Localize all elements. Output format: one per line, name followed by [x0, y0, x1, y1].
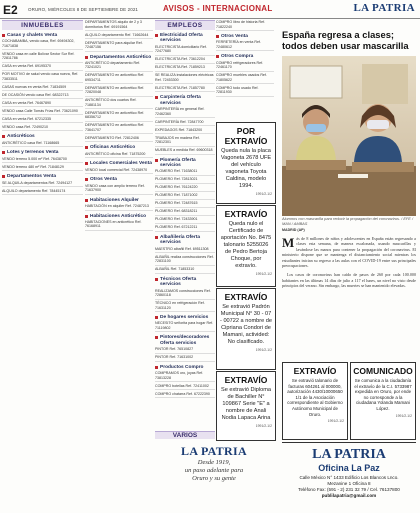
footer-logo: LA PATRIA: [312, 447, 386, 462]
classified-ad: PLOMERO Ref. 76124220: [155, 185, 215, 192]
classified-groups: [85, 20, 153, 231]
lead-photo: [282, 56, 416, 216]
classified-subheading: Locales Comerciales Venta: [85, 161, 153, 166]
section-title: AVISOS - INTERNACIONAL: [163, 4, 273, 13]
extravio-box: [216, 371, 276, 441]
classified-ad: PLOMERO Ref. 72433901: [155, 217, 215, 224]
comunicado-text: Se comunica a la ciudadanía el extravío de la C.I. 5733987 expedida en Oruro, por ende no corresponde a la ciudadana Yolanda Mamani López.: [354, 378, 412, 411]
classified-ad: COMPRO libro de historia Ref. 71822240: [216, 20, 274, 31]
office-address: Calle México N° 1433 Edificio Los Blancos Lnco.: [299, 475, 399, 480]
classified-ad: ELECTRICISTA Ref. 73612204: [155, 57, 215, 64]
office-phone: Teléfono Fax: (591 - 2) 231 32 79 / Cel. 76137800: [298, 487, 400, 492]
comunicado-box: [350, 362, 416, 440]
classified-ad: POR MOTIVO de salud vendo casa nueva, Ref. 73833511: [2, 72, 83, 83]
classified-ad: MUEBLES a medida Ref. 69600318: [155, 148, 215, 155]
classified-groups: [216, 20, 274, 97]
classified-ad: DEPARTAMENTO en anticrético Ref. 68356712: [85, 111, 153, 122]
extravio-title: EXTRAVÍO: [224, 209, 268, 219]
extravio-box: [216, 122, 276, 204]
classified-ad: DE OCASIÓN vendo casa Ref. 68322713: [2, 93, 83, 100]
classified-ad: HABITACIÓN en alquiler Ref. 72487213: [85, 204, 153, 211]
classified-subheading: Otros Venta: [85, 177, 153, 182]
classifieds-column-4: [216, 20, 274, 120]
classified-ad: CASA en venta Ref. 76467890: [2, 101, 83, 108]
classified-ad: CARPINTERÍA en general Ref. 72462360: [155, 107, 215, 118]
classified-ad: CARPINTERÍA Ref. 72847700: [155, 120, 215, 127]
classified-subheading: Anticréticos: [2, 134, 83, 139]
classified-ad: HABITACIONES en anticrético Ref. 76168911: [85, 220, 153, 231]
promo-logo: LA PATRIA: [181, 444, 247, 458]
classified-ad: TRABAJOS en madera Ref. 72812301: [155, 136, 215, 147]
varios-banner: VARIOS: [155, 431, 215, 439]
classified-ad: ALQUILO departamento Ref. 78445174: [2, 189, 83, 196]
ad-code: 1991/2-1/2: [255, 272, 272, 276]
story-text: ás de 8 millones de niños y adolescentes en España están regresando a clases esta semana, de manera escalonada, usando mascarillas y lavándose las manos para contener la propagación del coronavirus. El ministerio dispone que se mantenga el distanciamiento social mientras los estudiantes inician su regreso a las aulas con el COVID-19 entre sus principales preocupaciones.: [282, 236, 416, 269]
office-footer: [282, 442, 416, 509]
classified-ad: PLOMERO Ref. 72813021: [155, 177, 215, 184]
classified-subheading: Albañilería Oferta servicios: [155, 235, 215, 246]
classifieds-column-2: [85, 20, 153, 510]
office-name: Oficina La Paz: [318, 463, 380, 473]
extravio-title: EXTRAVÍO: [293, 366, 337, 376]
classified-subheading: Pintores/decoradores Oferta servicios: [155, 335, 215, 346]
classified-ad: COMPRAMOS oro, joyas Ref. 73813228: [155, 371, 215, 382]
ad-code: 1991/2-1/2: [255, 424, 272, 428]
classified-ad: SE ALQUILA departamentos Ref. 72494127: [2, 181, 83, 188]
newspaper-logo: LA PATRIA: [353, 2, 415, 14]
classified-subheading: Departamentos Anticrético: [85, 55, 153, 60]
extravio-box: [216, 288, 276, 370]
section-banner: INMUEBLES: [2, 20, 83, 30]
classified-ad: EXPEDAGOS Ref. 71843200: [155, 128, 215, 135]
photo-caption: Alumnos con mascarilla para reducir la propagación del coronavirus. / EFE / MAN / AMBAS: [282, 216, 414, 226]
extravio-text: Queda nula la placa Vagoneta 2678 UFE del vehículo vagoneta Toyota Caldina, modelo 1994.: [220, 148, 272, 189]
page-header: [0, 0, 420, 19]
classified-ad: PLOMERO Ref. 72487615: [155, 201, 215, 208]
extravio-title: POR EXTRAVÍO: [224, 126, 268, 146]
classified-ad: PLOMERO Ref. 68318211: [155, 209, 215, 216]
classified-ad: ELECTRICISTA Ref. 71859213: [155, 65, 215, 72]
classified-ad: ALQUILO departamento Ref. 71662644: [85, 33, 153, 40]
classified-ad: ANTICRÉTICO oficina Ref. 71875200: [85, 152, 153, 159]
lead-story-body: [282, 236, 416, 293]
classified-ad: ELECTRICISTA domiciliario Ref. 72477680: [155, 45, 215, 56]
classified-ad: ALBAÑIL Ref. 71853310: [155, 267, 215, 274]
classified-ad: COMPRO muebles usados Ref. 71805622: [216, 73, 274, 84]
extravio-text: Se extravió Padrón Municipal N° 30 - 07 - 00722 a nombre de Cipriana Condori de Mamani, activided: No clasificado.: [220, 304, 272, 345]
classroom-photo-illustration: [282, 56, 416, 216]
classified-ad: VENDO terreno 5.000 m² Ref. 76438700: [2, 157, 83, 164]
classified-ad: CASA en venta Ref. 67212335: [2, 117, 83, 124]
classified-ad: VENDO casa Ref. 72490210: [2, 125, 83, 132]
classified-ad: PINTOR Ref. 76510827: [155, 347, 215, 354]
classified-ad: DEPARTAMENTO en anticrético Ref. 69534711: [85, 73, 153, 84]
classified-subheading: Habitaciones Anticrético: [85, 214, 153, 219]
classified-ad: VENDO casa en calle Bolívar Sector Sur Ref. 72811786: [2, 52, 83, 63]
classified-subheading: Carpintería Oferta servicios: [155, 95, 215, 106]
classified-subheading: Electricidad Oferta servicios: [155, 33, 215, 44]
extravio-box: [216, 205, 276, 287]
ad-code: 1991/2-1/2: [255, 192, 272, 196]
classified-ad: TÉCNICO en refrigeración Ref. 71631120: [155, 301, 215, 312]
office-email[interactable]: publilapatria@gmail.com: [321, 493, 377, 498]
classified-ad: DEPARTAMENTO para alquilar Ref. 72487156: [85, 41, 153, 52]
story-paragraph: Más de 8 millones de niños y adolescentes en España están regresando a clases esta semana, de manera escalonada, usando mascarillas y lavándose las manos para contener la propagación del coronavirus. El ministerio dispone que se mantenga el distanciamiento social mientras los estudiantes inician su regreso a las aulas con el COVID-19 entre sus principales preocupaciones.: [282, 235, 416, 269]
classified-ad: VENDO local comercial Ref. 72438970: [85, 168, 153, 175]
promo-tagline: Oruro y su gente: [192, 475, 236, 482]
classified-subheading: Departamentos Venta: [2, 174, 83, 179]
classified-ad: PINTOR Ref. 71631002: [155, 355, 215, 362]
classified-subheading: Otros Compra: [216, 54, 274, 59]
extravio-text: Se extravió Diploma de Bachiller N° 109867 Serie "E" a nombre de Anali Nodia Lapaca Arina: [220, 387, 272, 421]
lead-headline: España regresa a clases; todos deben usar mascarilla: [282, 29, 409, 51]
classified-subheading: Productos Compro: [155, 365, 215, 370]
classified-ad: VENDO casa con amplio terreno Ref. 71637900: [85, 184, 153, 195]
classified-ad: NECESITO señorita para hogar Ref. 71119802: [155, 321, 215, 332]
ad-code: 1991/2-1/2: [327, 419, 344, 424]
classified-ad: DEPARTAMENTO en anticrético Ref. 73641707: [85, 123, 153, 134]
classified-ad: ANTICRÉTICO dos cuartos Ref. 71881134: [85, 98, 153, 109]
story-paragraph: Los casos de coronavirus han caído de pasos de 260 por cada 100.000 habitantes en las últimas 14 días de julio a 117 el lunes, un nivel no visto desde principios del verano. Sin embargo, las muertes se han mantenido elevadas.: [282, 272, 416, 289]
classified-subheading: Otros Venta: [216, 34, 274, 39]
classified-ad: COMPRO botellas Ref. 72411002: [155, 384, 215, 391]
page-number: E2: [3, 3, 18, 17]
classified-ad: ANTICRÉTICO departamento Ref. 73241021: [85, 61, 153, 72]
classified-ad: MAESTRO albañil Ref. 69511308: [155, 247, 215, 254]
classified-ad: COMPRO refrigeradores Ref. 72461170: [216, 61, 274, 72]
extravio-box: [282, 362, 348, 440]
page-date: ORURO, MIÉRCOLES 8 DE SEPTIEMBRE DE 2021: [28, 7, 139, 12]
classifieds-column-1: [2, 20, 83, 510]
classified-ad: PLOMERO Ref. 71638011: [155, 169, 215, 176]
classified-ad: SE REALIZA instalaciones eléctricas Ref. 72453300: [155, 73, 215, 84]
classified-ad: FERRETERÍA en venta Ref. 72480612: [216, 40, 274, 51]
newspaper-promo: [155, 444, 273, 504]
classified-subheading: Técnicos Oferta servicios: [155, 277, 215, 288]
classified-subheading: Casas y chalets Venta: [2, 33, 83, 38]
classified-ad: CASAS nuevas en venta Ref. 71834509: [2, 85, 83, 92]
extravio-title: EXTRAVÍO: [224, 292, 268, 302]
classified-ad: VENDO casa Calle Tomás Frías Ref. 73621090: [2, 109, 83, 116]
classified-ad: CASA en venta Ref. 69195370: [2, 64, 83, 71]
classified-ad: ANTICRÉTICO casa Ref. 71168665: [2, 141, 83, 148]
classified-ad: COMPRO todo usado Ref. 72811930: [216, 86, 274, 97]
classified-subheading: Oficinas Anticrético: [85, 145, 153, 150]
classified-ad: PLOMERO Ref. 71871002: [155, 193, 215, 200]
classified-ad: VENDO terreno 480 m² Ref. 71848129: [2, 165, 83, 172]
classified-subheading: De hogares servicios: [155, 315, 215, 320]
classified-subheading: Habitaciones Alquiler: [85, 198, 153, 203]
extravio-title: EXTRAVÍO: [224, 375, 268, 385]
classified-ad: DEPARTAMENTO Ref. 72812406: [85, 136, 153, 143]
comunicado-title: COMUNICADO: [353, 366, 413, 376]
promo-tagline: Desde 1919,: [197, 459, 231, 466]
extravio-text: Queda nulo el Certificado de aportación No. 8475 talonario 5255026 de Pedro Bertoja Choque, por extravío.: [220, 221, 272, 269]
classified-groups: [2, 33, 83, 195]
classified-ad: DEPARTAMENTO en anticrético Ref. 72820048: [85, 86, 153, 97]
ad-code: 1991/2-1/2: [255, 348, 272, 352]
classified-ad: PLOMERO Ref. 67212211: [155, 225, 215, 232]
story-dateline: MADRID (AP): [282, 228, 305, 232]
classified-subheading: Lotes y terrenos Venta: [2, 150, 83, 155]
classified-ad: REALIZAMOS construcciones Ref. 72860118: [155, 289, 215, 300]
office-address-2: Mezanine 1 Oficina 8: [327, 481, 371, 486]
classified-ad: COCHABAMBA, vendo casa, Ref. 69494302, 71671838: [2, 39, 83, 50]
classified-groups: [155, 33, 215, 398]
classified-ad: ELECTRICISTA Ref. 71857780: [155, 86, 215, 93]
ad-code: 1991/2-1/2: [395, 413, 412, 418]
classified-ad: ALBAÑIL realiza construcciones Ref. 72831100: [155, 255, 215, 266]
classified-subheading: Plomería Oferta servicios: [155, 158, 215, 169]
promo-tagline: un paso adelante para: [184, 467, 244, 474]
classified-ad: COMPRO chatarra Ref. 67222390: [155, 392, 215, 399]
classified-ad: DEPARTAMENTOS alquilo de 2 y 3 dormitorios Ref. 69191564: [85, 20, 153, 31]
section-banner: EMPLEOS: [155, 20, 215, 30]
extravio-text: Se extravió talonario de facturas 604261 al 000000, autorización 4430/10000650 1/1 de la Asociación correspondiente al Gobierno Autónomo Municipal de Oruro.: [287, 378, 343, 417]
